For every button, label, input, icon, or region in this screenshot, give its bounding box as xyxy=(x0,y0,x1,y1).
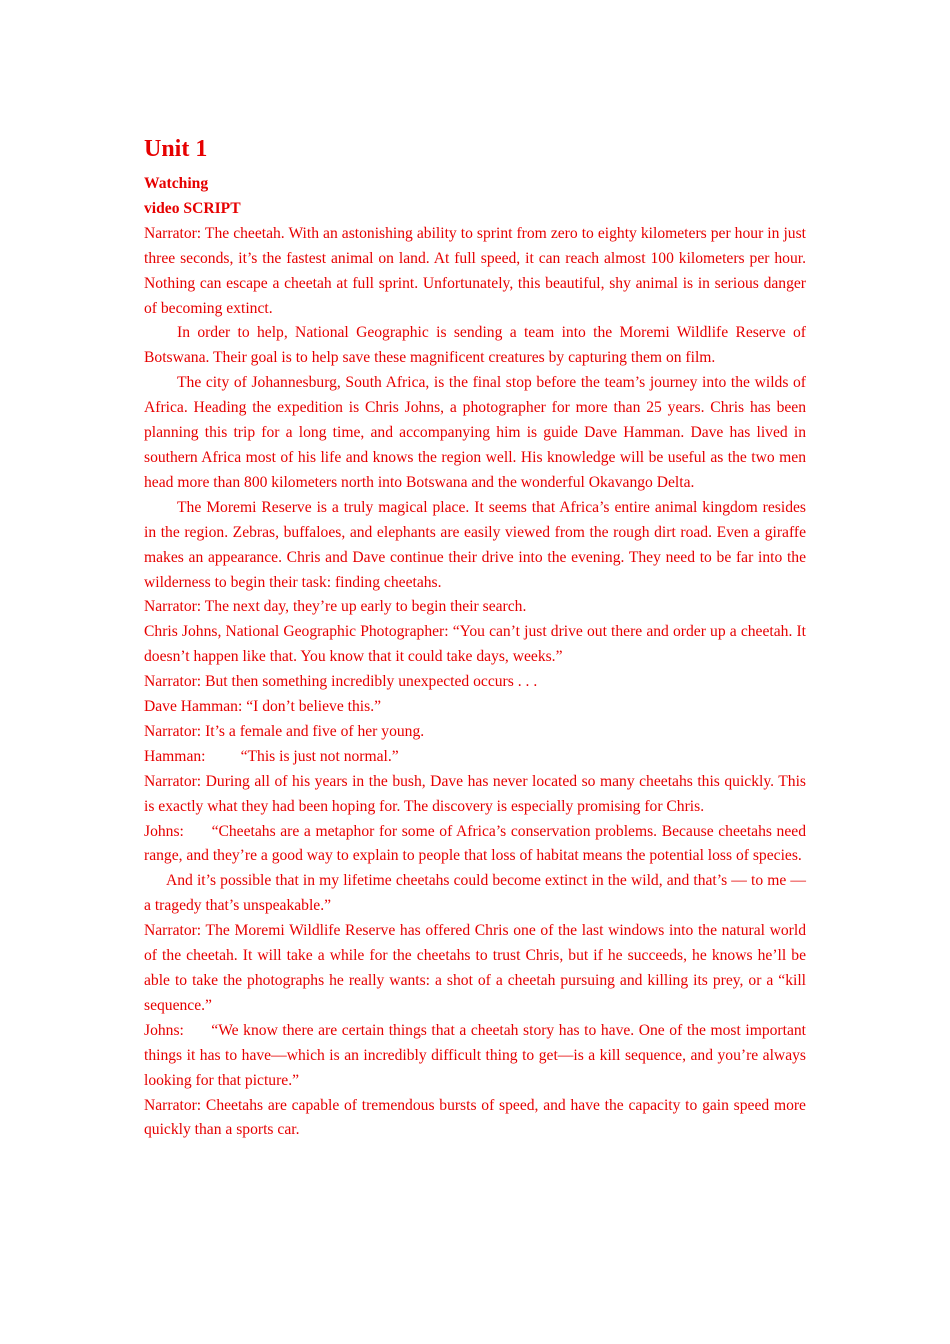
paragraph-text: The city of Johannesburg, South Africa, is the final stop before the team’s journey into the wilds of Africa. Heading the expedition is Chris Johns, a photographer for more than 25 years. Chris has been planning this trip for a long time, and accompanying him is guide Dave Hamman. Dave has lived in southern Africa most of his life and knows the region well. His knowledge will be useful as the two men head more than 800 kilometers north into Botswana and the wonderful Okavango Delta. xyxy=(144,374,806,491)
speaker-label: Narrator: xyxy=(144,772,202,790)
speaker-label: Narrator: xyxy=(144,1096,202,1114)
script-paragraph xyxy=(144,770,806,820)
speaker-label: Narrator: xyxy=(144,922,202,940)
script-paragraph xyxy=(144,919,806,1019)
script-paragraph xyxy=(144,222,806,322)
script-paragraph xyxy=(144,869,806,919)
paragraph-text: It’s a female and five of her young. xyxy=(205,722,425,740)
script-paragraph xyxy=(144,496,806,596)
script-paragraph xyxy=(144,820,806,870)
paragraph-text: “You can’t just drive out there and order up a cheetah. It doesn’t happen like that. You know that it could take days, weeks.” xyxy=(144,623,807,666)
script-paragraph xyxy=(144,371,806,496)
script-paragraph xyxy=(144,1094,806,1144)
script-paragraph xyxy=(144,670,806,695)
paragraph-text: “This is just not normal.” xyxy=(240,747,399,765)
paragraph-text: In order to help, National Geographic is sending a team into the Moremi Wildlife Reserve of Botswana. Their goal is to help save these magnificent creatures by capturing them on film. xyxy=(144,324,806,367)
section-subtitle: video SCRIPT xyxy=(144,199,241,217)
paragraph-text: “We know there are certain things that a cheetah story has to have. One of the most important things it has to have—which is an incredibly difficult thing to get—is a kill sequence, and you’re always looking for that picture.” xyxy=(144,1021,807,1089)
paragraph-text: The cheetah. With an astonishing ability to sprint from zero to eighty kilometers per hour in just three seconds, it’s the fastest animal on land. At full speed, it can reach almost 100 kilometers per hour. Nothing can escape a cheetah at full sprint. Unfortunately, this beautiful, shy animal is in serious danger of becoming extinct. xyxy=(144,224,806,317)
paragraph-text: “I don’t believe this.” xyxy=(246,698,382,716)
speaker-label: Hamman: xyxy=(144,747,206,765)
speaker-label: Narrator: xyxy=(144,224,202,242)
script-paragraph xyxy=(144,595,806,620)
script-paragraph xyxy=(144,620,806,670)
paragraph-text: “Cheetahs are a metaphor for some of Africa’s conservation problems. Because cheetahs need range, and they’re a good way to explain to people that loss of habitat means the potential loss of species. xyxy=(144,822,806,865)
unit-title: Unit 1 xyxy=(144,136,208,162)
paragraph-text: The Moremi Wildlife Reserve has offered Chris one of the last windows into the natural world of the cheetah. It will take a while for the cheetahs to trust Chris, but if he succeeds, he knows he’ll be able to take the photographs he really wants: a shot of a cheetah pursuing and killing its prey, or a “kill sequence.” xyxy=(144,922,806,1014)
script-paragraph xyxy=(144,745,806,770)
speaker-label: Chris Johns, National Geographic Photographer: xyxy=(144,623,449,641)
script-paragraph xyxy=(144,321,806,371)
speaker-label: Narrator: xyxy=(144,673,202,691)
speaker-label: Narrator: xyxy=(144,722,202,740)
speaker-label: Johns: xyxy=(144,822,184,840)
speaker-label: Dave Hamman: xyxy=(144,698,243,716)
speaker-label: Narrator: xyxy=(144,598,202,616)
document-page xyxy=(144,132,806,1143)
paragraph-text: The Moremi Reserve is a truly magical place. It seems that Africa’s entire animal kingdom resides in the region. Zebras, buffaloes, and elephants are easily viewed from the rough dirt road. Even a giraffe makes an appearance. Chris and Dave continue their drive into the evening. They need to be far into the wilderness to begin their task: finding cheetahs. xyxy=(144,498,806,591)
paragraph-text: The next day, they’re up early to begin their search. xyxy=(204,598,527,616)
section-title: Watching xyxy=(144,175,209,192)
paragraph-text: During all of his years in the bush, Dave has never located so many cheetahs this quickly. This is exactly what they had been hoping for. The discovery is especially promising for Chris. xyxy=(144,772,806,815)
speaker-label: Johns: xyxy=(144,1021,184,1039)
paragraph-text: Cheetahs are capable of tremendous bursts of speed, and have the capacity to gain speed more quickly than a sports car. xyxy=(144,1096,806,1139)
script-paragraph xyxy=(144,1019,806,1094)
script-paragraph xyxy=(144,695,806,720)
paragraph-text: But then something incredibly unexpected occurs . . . xyxy=(205,673,538,691)
script-paragraph xyxy=(144,720,806,745)
paragraph-text: And it’s possible that in my lifetime cheetahs could become extinct in the wild, and that’s — to me — a tragedy that’s unspeakable.” xyxy=(144,872,806,915)
